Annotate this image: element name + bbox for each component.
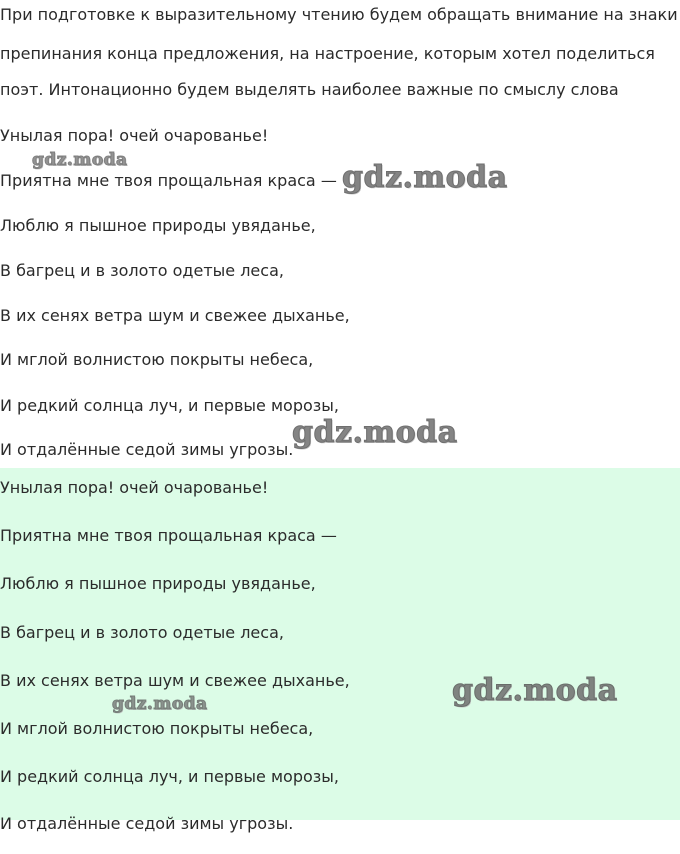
poem-line: Приятна мне твоя прощальная краса —	[0, 171, 337, 190]
poem-line: Унылая пора! очей очарованье!	[0, 126, 269, 145]
watermark-logo: gdz.moda	[292, 415, 458, 450]
highlighted-poem-line: И отдалённые седой зимы угрозы.	[0, 814, 294, 833]
highlighted-poem-block	[0, 468, 680, 833]
intro-line: препинания конца предложения, на настроение, которым хотел поделиться	[0, 44, 655, 63]
poem-line: И отдалённые седой зимы угрозы.	[0, 440, 294, 459]
intro-line: поэт. Интонационно будем выделять наиболее важные по смыслу слова	[0, 80, 619, 99]
highlighted-poem-line: Приятна мне твоя прощальная краса —	[0, 526, 337, 545]
highlighted-poem-line: И мглой волнистою покрыты небеса,	[0, 719, 314, 738]
watermark-logo: gdz.moda	[452, 673, 618, 708]
poem-line: И редкий солнца луч, и первые морозы,	[0, 396, 340, 415]
intro-line: При подготовке к выразительному чтению будем обращать внимание на знаки	[0, 5, 678, 24]
watermark-logo: gdz.moda	[32, 150, 128, 170]
watermark-logo: gdz.moda	[342, 160, 508, 195]
highlighted-poem-line: Унылая пора! очей очарованье!	[0, 478, 269, 497]
highlighted-poem-line: Люблю я пышное природы увяданье,	[0, 574, 316, 593]
highlighted-poem-line: В багрец и в золото одетые леса,	[0, 623, 284, 642]
highlighted-poem-line: В их сенях ветра шум и свежее дыханье,	[0, 671, 350, 690]
poem-line: В багрец и в золото одетые леса,	[0, 261, 284, 280]
poem-line: И мглой волнистою покрыты небеса,	[0, 350, 314, 369]
poem-line: В их сенях ветра шум и свежее дыханье,	[0, 306, 350, 325]
poem-line: Люблю я пышное природы увяданье,	[0, 216, 316, 235]
watermark-logo: gdz.moda	[112, 694, 208, 714]
highlighted-poem-line: И редкий солнца луч, и первые морозы,	[0, 767, 340, 786]
